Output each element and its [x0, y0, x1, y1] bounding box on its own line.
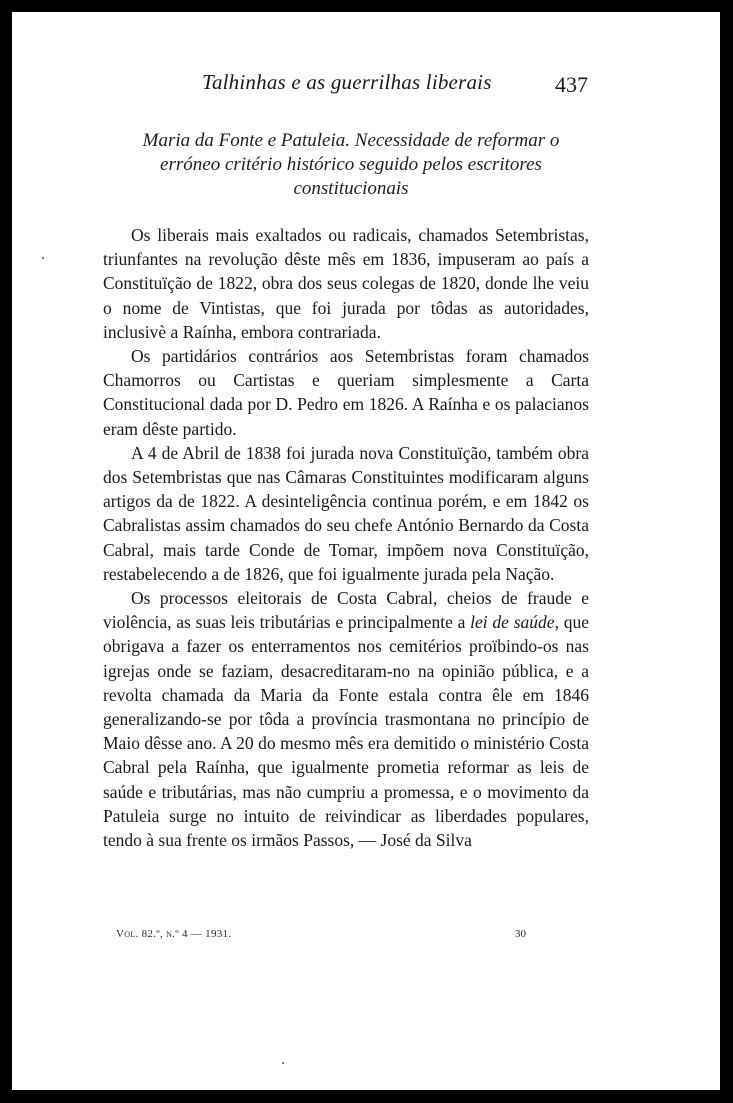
document-page [12, 12, 720, 1090]
volume-signature: Vol. 82.º, n.º 4 — 1931. [116, 928, 232, 940]
page-number: 437 [555, 72, 588, 97]
paper-speck [42, 257, 44, 259]
body-text [103, 223, 589, 852]
running-title: Talhinhas e as guerrilhas liberais [202, 70, 492, 94]
paper-speck [282, 1062, 284, 1064]
paragraph: A 4 de Abril de 1838 foi jurada nova Constituïção, também obra dos Setembristas que nas Câmaras Constituintes modificaram alguns artigos da de 1822. A desinteligência continua porém, e em 1842 os Cabralistas assim chamados do seu chefe António Bernardo da Costa Cabral, mais tarde Conde de Tomar, impõem nova Constituïção, restabelecendo a de 1826, que foi igualmente jurada pela Nação. [103, 442, 589, 584]
paragraph [103, 586, 589, 852]
paragraph-text: Os processos eleitorais de Costa Cabral, cheios de fraude e violência, as suas leis tributárias e principalmente a [103, 588, 589, 633]
page-footer [12, 928, 720, 948]
paragraph-text: , que obrigava a fazer os enterramentos nos cemitérios proïbindo-os nas igrejas onde se faziam, desacreditaram-no na opinião pública, e a revolta chamada da Maria da Fonte estala contra êle em 1846 generalizando-se por tôda a província trasmontana no princípio de Maio dêsse ano. A 20 do mesmo mês era demitido o ministério Costa Cabral pela Raínha, que igualmente prometia reformar as leis de saúde e tributárias, mas não cumpriu a promessa, e o movimento da Patuleia surge no intuito de reivindicar as liberdades populares, tendo à sua frente os irmãos Passos, — José da Silva [103, 612, 589, 851]
running-head [12, 70, 720, 104]
paragraph: Os liberais mais exaltados ou radicais, chamados Setembristas, triunfantes na revolução dêste mês em 1836, impuseram ao país a Constituïção de 1822, obra dos seus colegas de 1820, donde lhe veiu o nome de Vintistas, que foi jurada por tôdas as autoridades, inclusivè a Raínha, embora contrariada. [103, 225, 589, 342]
paragraph: Os partidários contrários aos Setembristas foram chamados Chamorros ou Cartistas e queriam simplesmente a Carta Constitucional dada por D. Pedro em 1826. A Raínha e os palacianos eram dêste partido. [103, 346, 589, 439]
signature-number: 30 [515, 928, 526, 940]
section-title: Maria da Fonte e Patuleia. Necessidade de reformar o erróneo critério histórico seguido pelos escritores constitucionais [142, 130, 560, 199]
emphasized-text: lei de saúde [470, 612, 555, 633]
